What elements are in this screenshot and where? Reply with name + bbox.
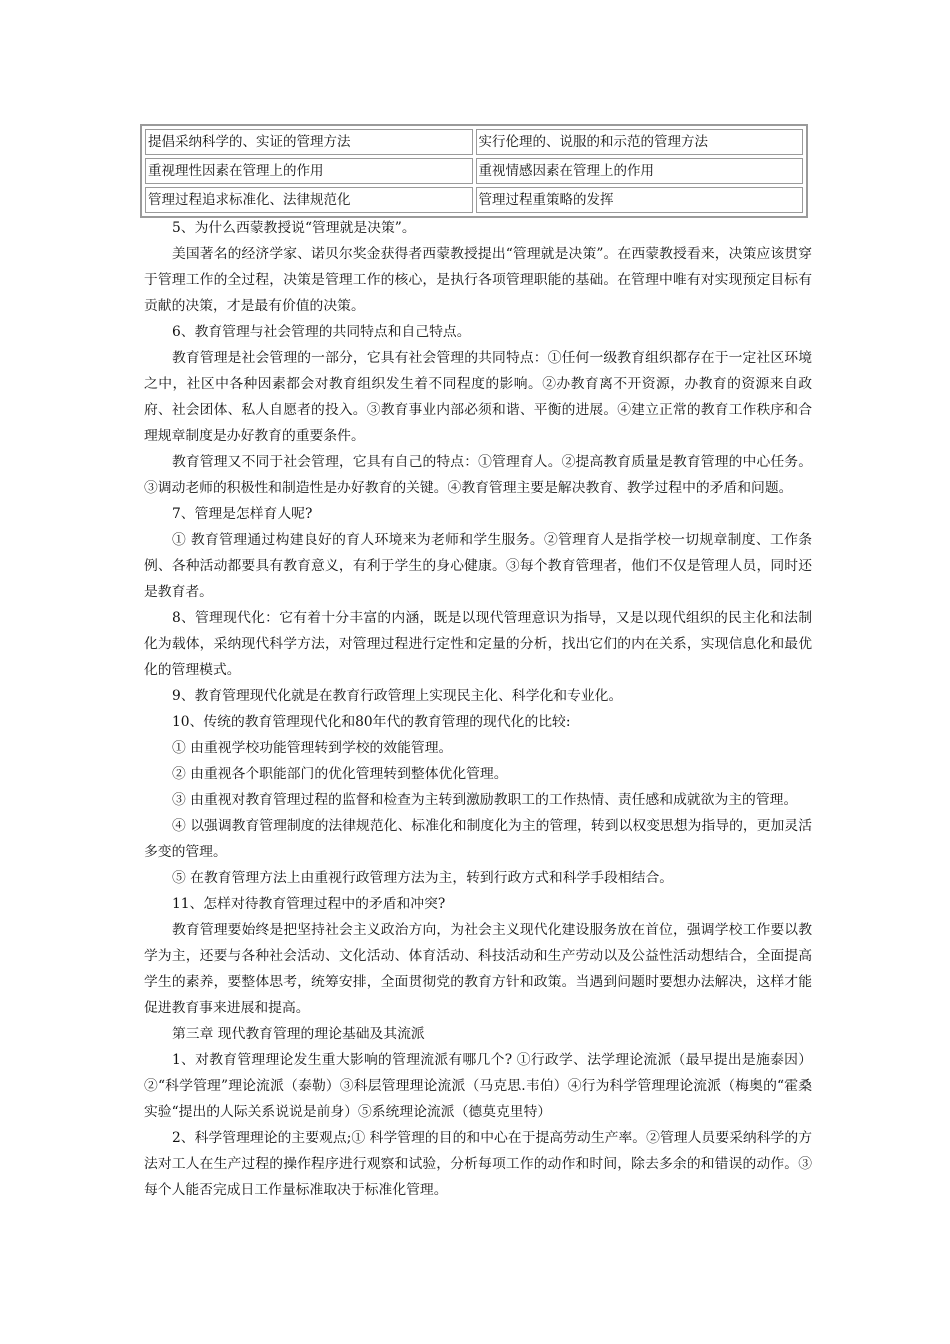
- paragraph: 8、管理现代化：它有着十分丰富的内涵，既是以现代管理意识为指导，又是以现代组织的民主化和法制化为载体，采纳现代科学方法，对管理过程进行定性和定量的分析，找出它们的内在关系，实现信息化和最优化的管理模式。: [144, 610, 812, 678]
- paragraph: 教育管理又不同于社会管理，它具有自己的特点：①管理育人。②提高教育质量是教育管理的中心任务。③调动老师的积极性和制造性是办好教育的关键。④教育管理主要是解决教育、教学过程中的矛盾和问题。: [144, 454, 812, 496]
- paragraph: 美国著名的经济学家、诺贝尔奖金获得者西蒙教授提出“管理就是决策”。在西蒙教授看来，决策应该贯穿于管理工作的全过程，决策是管理工作的核心，是执行各项管理职能的基础。在管理中唯有对实现预定目标有贡献的决策，才是最有价值的决策。: [144, 246, 812, 314]
- table-cell: 重视情感因素在管理上的作用: [476, 158, 804, 184]
- question-heading: 7、管理是怎样育人呢?: [172, 506, 313, 522]
- question-heading: 10、传统的教育管理现代化和80年代的教育管理的现代化的比较:: [172, 714, 571, 730]
- comparison-table: [140, 124, 808, 218]
- paragraph: 1、对教育管理理论发生重大影响的管理流派有哪几个? ①行政学、法学理论流派（最早提出是施泰因）②“科学管理”理论流派（泰勒）③科层管理理论流派（马克思.韦伯）④行为科学管理理论流派（梅奥的“霍桑实验“提出的人际关系说说是前身）⑤系统理论流派（德莫克里特）: [144, 1052, 812, 1120]
- table-row: [145, 187, 803, 213]
- list-item: ② 由重视各个职能部门的优化管理转到整体优化管理。: [172, 766, 508, 782]
- list-item: ① 由重视学校功能管理转到学校的效能管理。: [172, 740, 453, 756]
- table-cell: 提倡采纳科学的、实证的管理方法: [145, 129, 473, 155]
- table-cell: 重视理性因素在管理上的作用: [145, 158, 473, 184]
- table-row: [145, 129, 803, 155]
- paragraph: 教育管理是社会管理的一部分，它具有社会管理的共同特点：①任何一级教育组织都存在于一定社区环境之中，社区中各种因素都会对教育组织发生着不同程度的影响。②办教育离不开资源，办教育的资源来自政府、社会团体、私人自愿者的投入。③教育事业内部必须和谐、平衡的进展。④建立正常的教育工作秩序和合理规章制度是办好教育的重要条件。: [144, 350, 812, 444]
- list-item: ③ 由重视对教育管理过程的监督和检查为主转到激励教职工的工作热情、责任感和成就欲为主的管理。: [172, 792, 798, 808]
- paragraph: 教育管理要始终是把坚持社会主义政治方向，为社会主义现代化建设服务放在首位，强调学校工作要以教学为主，还要与各种社会活动、文化活动、体育活动、科技活动和生产劳动以及公益性活动想结合，全面提高学生的素养，要整体思考，统筹安排，全面贯彻党的教育方针和政策。当遇到问题时要想办法解决，这样才能促进教育事来进展和提高。: [144, 922, 812, 1016]
- question-heading: 5、为什么西蒙教授说“管理就是决策”。: [172, 220, 416, 236]
- chapter-heading: 第三章 现代教育管理的理论基础及其流派: [172, 1026, 425, 1042]
- list-item: ④ 以强调教育管理制度的法律规范化、标准化和制度化为主的管理，转到以权变思想为指导的，更加灵活多变的管理。: [144, 818, 812, 860]
- table-cell: 管理过程重策略的发挥: [476, 187, 804, 213]
- paragraph: 9、教育管理现代化就是在教育行政管理上实现民主化、科学化和专业化。: [172, 688, 623, 704]
- table-row: [145, 158, 803, 184]
- list-item: ⑤ 在教育管理方法上由重视行政管理方法为主，转到行政方式和科学手段相结合。: [172, 870, 674, 886]
- paragraph: ① 教育管理通过构建良好的育人环境来为老师和学生服务。②管理育人是指学校一切规章制度、工作条例、各种活动都要具有教育意义，有利于学生的身心健康。③每个教育管理者，他们不仅是管理人员，同时还是教育者。: [144, 532, 812, 600]
- paragraph: 2、科学管理理论的主要观点;① 科学管理的目的和中心在于提高劳动生产率。②管理人员要采纳科学的方法对工人在生产过程的操作程序进行观察和试验，分析每项工作的动作和时间，除去多余的和错误的动作。③每个人能否完成日工作量标准取决于标准化管理。: [144, 1130, 812, 1198]
- table-cell: 管理过程追求标准化、法律规范化: [145, 187, 473, 213]
- body-text: [144, 215, 812, 1203]
- question-heading: 6、教育管理与社会管理的共同特点和自己特点。: [172, 324, 471, 340]
- table-cell: 实行伦理的、说服的和示范的管理方法: [476, 129, 804, 155]
- question-heading: 11、怎样对待教育管理过程中的矛盾和冲突?: [172, 896, 446, 912]
